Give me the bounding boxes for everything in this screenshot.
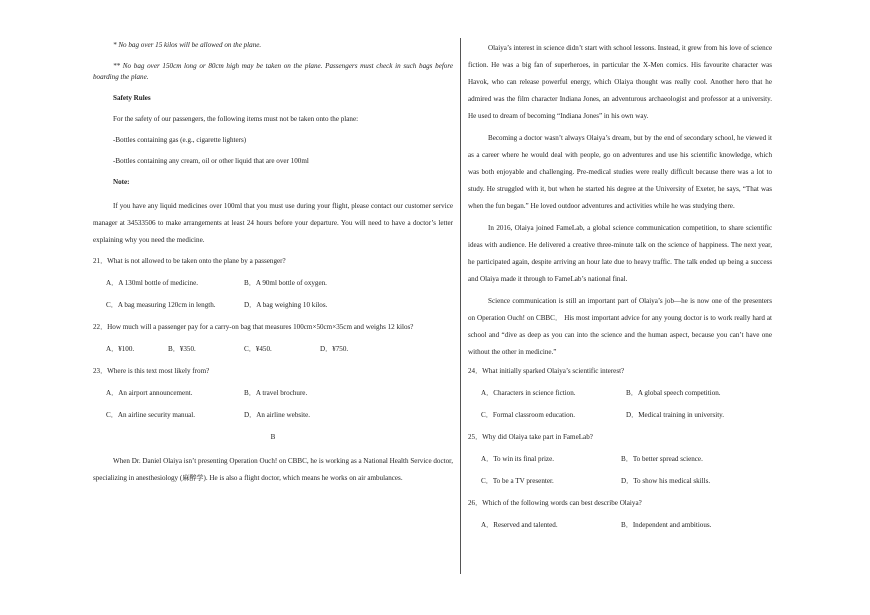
- q21-option-b: B．A 90ml bottle of oxygen.: [244, 279, 327, 287]
- question-26: 26．Which of the following words can best describe Olaiya?: [468, 499, 642, 507]
- passage-b-paragraph-4: In 2016, Olaiya joined FameLab, a global science communication competition, to share scientific ideas with audience. He delivered a creative three-minute talk on the science of happiness. The next year, he participated again, despite arriving an hour late due to heavy traffic. The talk ended up being a success and Olaiya made it through to FameLab’s national final.: [468, 224, 772, 283]
- q24-option-c: C．Formal classroom education.: [481, 411, 575, 419]
- q26-option-b: B．Independent and ambitious.: [621, 521, 712, 529]
- q26-options-ab: [468, 520, 772, 531]
- q24-option-b: B．A global speech competition.: [626, 389, 721, 397]
- passage-b-paragraph-2: Olaiya’s interest in science didn’t start with school lessons. Instead, it grew from his love of science fiction. He was a big fan of superheroes, in particular the X-Men comics. His favourite character was Havok, who can release powerful energy, which Olaiya thought was really cool. Another hero that he admired was the film character Indiana Jones, an adventurous archaeologist and professor at a university. He used to dream of becoming “Indiana Jones” in his own way.: [468, 44, 772, 120]
- q26-option-a: A．Reserved and talented.: [481, 521, 558, 529]
- note-size: ** No bag over 150cm long or 80cm high may be taken on the plane. Passengers must check in such bags before boarding the plane.: [93, 62, 453, 81]
- q22-option-d: D．¥750.: [320, 345, 349, 353]
- q25-option-a: A．To win its final prize.: [481, 455, 554, 463]
- question-22: 22．How much will a passenger pay for a carry-on bag that measures 100cm×50cm×35cm and weighs 12 kilos?: [93, 323, 414, 331]
- q25-option-c: C．To be a TV presenter.: [481, 477, 554, 485]
- q25-option-b: B．To better spread science.: [621, 455, 703, 463]
- q21-option-a: A．A 130ml bottle of medicine.: [106, 279, 199, 287]
- question-23: 23．Where is this text most likely from?: [93, 367, 210, 375]
- q25-options-cd: [468, 476, 772, 487]
- q22-options: [93, 344, 453, 355]
- safety-item-liquid: -Bottles containing any cream, oil or other liquid that are over 100ml: [113, 157, 309, 165]
- column-divider: [460, 38, 461, 574]
- q21-option-d: D．A bag weighing 10 kilos.: [244, 301, 328, 309]
- note-weight: * No bag over 15 kilos will be allowed on the plane.: [113, 41, 262, 49]
- safety-rules-title: Safety Rules: [113, 94, 151, 102]
- q25-option-d: D．To show his medical skills.: [621, 477, 711, 485]
- safety-item-gas: -Bottles containing gas (e.g., cigarette lighters): [113, 136, 247, 144]
- q23-option-c: C．An airline security manual.: [106, 411, 196, 419]
- q24-options-cd: [468, 410, 772, 421]
- q22-option-b: B．¥350.: [168, 345, 196, 353]
- section-b-heading: B: [270, 433, 276, 441]
- q23-options-ab: [93, 388, 453, 399]
- q21-options-ab: [93, 278, 453, 289]
- passage-b-paragraph-5: Science communication is still an important part of Olaiya’s job—he is now one of the presenters on Operation Ouch! on CBBC． His most important advice for any young doctor is to work really hard at school and “dive as deep as you can into the science and the human aspect, because you can’t have one without the other in medicine.”: [468, 297, 772, 356]
- q22-option-c: C．¥450.: [244, 345, 272, 353]
- q23-option-d: D．An airline website.: [244, 411, 310, 419]
- right-column: [468, 40, 772, 531]
- q25-options-ab: [468, 454, 772, 465]
- q22-option-a: A．¥100.: [106, 345, 135, 353]
- q21-option-c: C．A bag measuring 120cm in length.: [106, 301, 216, 309]
- q24-options-ab: [468, 388, 772, 399]
- q23-option-b: B．A travel brochure.: [244, 389, 308, 397]
- note-title: Note:: [113, 178, 130, 186]
- q23-options-cd: [93, 410, 453, 421]
- question-25: 25．Why did Olaiya take part in FameLab?: [468, 433, 593, 441]
- safety-intro: For the safety of our passengers, the following items must not be taken onto the plane:: [113, 115, 359, 123]
- note-text: If you have any liquid medicines over 100ml that you must use during your flight, please contact our customer service manager at 34533506 to make arrangements at least 24 hours before your departure. You will need to have a doctor’s letter explaining why you need the medicine.: [93, 202, 453, 244]
- q23-option-a: A．An airport announcement.: [106, 389, 193, 397]
- left-column: [93, 40, 453, 487]
- q21-options-cd: [93, 300, 453, 311]
- q24-option-d: D．Medical training in university.: [626, 411, 725, 419]
- passage-b-paragraph-3: Becoming a doctor wasn’t always Olaiya’s dream, but by the end of secondary school, he viewed it as a career where he would deal with people, go on adventures and use his scientific knowledge, which was both enjoyable and challenging. Pre-medical studies were really difficult because there was a lot to study. He struggled with it, but when he started his degree at the University of Exeter, he says, “That was when the fun began.” He loved outdoor adventures and activities while he was studying there.: [468, 134, 772, 210]
- question-21: 21．What is not allowed to be taken onto the plane by a passenger?: [93, 257, 286, 265]
- passage-b-paragraph-1: When Dr. Daniel Olaiya isn’t presenting Operation Ouch! on CBBC, he is working as a National Health Service doctor, specializing in anesthesiology (麻醉学). He is also a flight doctor, which means he works on air ambulances.: [93, 457, 453, 482]
- question-24: 24．What initially sparked Olaiya’s scientific interest?: [468, 367, 625, 375]
- q24-option-a: A．Characters in science fiction.: [481, 389, 576, 397]
